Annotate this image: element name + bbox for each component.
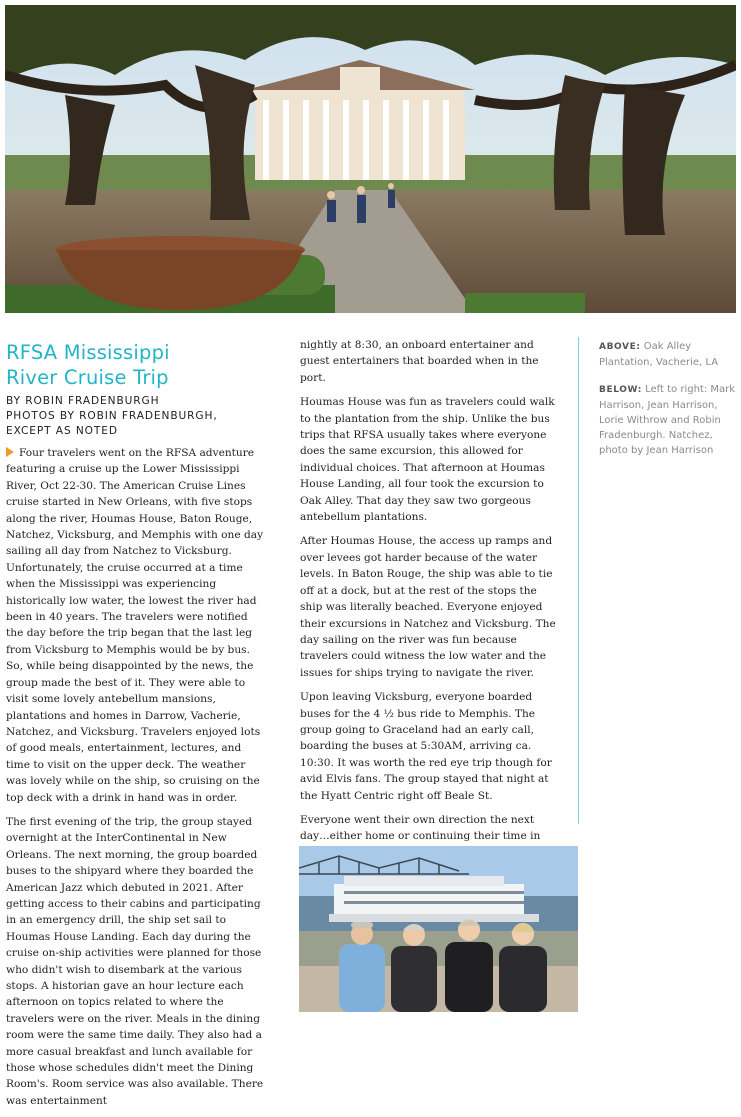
caption-below-label: BELOW:: [599, 385, 642, 395]
article-title: [6, 340, 265, 390]
paragraph: nightly at 8:30, an onboard entertainer and guest entertainers that boarded when in the port.: [300, 339, 539, 384]
article-title-line-2: River Cruise Trip: [6, 366, 169, 389]
caption-below-text: Left to right: Mark Harrison, Jean Harrison, Lorie Withrow and Robin Fradenburgh. Natchez, photo by Jean Harrison: [599, 384, 736, 456]
column-divider: [578, 337, 579, 824]
paragraph: Four travelers went on the RFSA adventure featuring a cruise up the Lower Mississippi River, Oct 22-30. The American Cruise Lines cruise started in New Orleans, with five stops along the river, Houmas House, Baton Rouge, Natchez, Vicksburg, and Memphis with one day sailing all day from Natchez to Vicksburg. Unfortunately, the cruise occurred at a time when the Mississippi was experiencing historically low water, the lowest the river had been in 40 years. The travelers were notified the day before the trip began that the last leg from Vicksburg to Memphis would be by bus. So, while being disappointed by the news, the group made the best of it. They were able to visit some lovely antebellum mansions, plantations and homes in Darrow, Vacherie, Natchez, and Vicksburg. Travelers enjoyed lots of good meals, entertainment, lectures, and time to visit on the upper deck. The weather was lovely while on the ship, so cruising on the top deck with a drink in hand was in order.: [6, 447, 264, 804]
captions-column: [599, 339, 739, 470]
paragraph: Houmas House was fun as travelers could walk to the plantation from the ship. Unlike the bus trips that RFSA usually takes where everyone does the same excursion, this allowed for individual choices. That afternoon at Houmas House Landing, all four took the excursion to Oak Alley. That day they saw two gorgeous antebellum plantations.: [300, 396, 555, 524]
photo-credit-line-2: EXCEPT AS NOTED: [6, 425, 118, 437]
oak-alley-illustration: [5, 5, 736, 313]
article-title-line-1: RFSA Mississippi: [6, 341, 170, 364]
caption-below: [599, 382, 739, 458]
hero-photo-oak-alley: [5, 5, 736, 313]
photo-credit-line-1: PHOTOS BY ROBIN FRADENBURGH,: [6, 410, 218, 422]
paragraph: Upon leaving Vicksburg, everyone boarded buses for the 4 ½ bus ride to Memphis. The group going to Graceland had an early call, boarding the buses at 5:30AM, arriving ca. 10:30. It was worth the red eye trip though for avid Elvis fans. The group stayed that night at the Hyatt Centric right off Beale St.: [300, 691, 552, 802]
play-arrow-icon: [6, 447, 14, 457]
caption-above-label: ABOVE:: [599, 342, 641, 352]
paragraph: The first evening of the trip, the group stayed overnight at the InterContinental in New Orleans. The next morning, the group boarded buses to the shipyard where they boarded the American Jazz which debuted in 2021. After getting access to their cabins and participating in an emergency drill, the ship set sail to Houmas House Landing. Each day during the cruise on-ship activities were planned for those who didn't wish to disembark at the various stops. A historian gave an hour lecture each afternoon on topics related to where the travelers were on the river. Meals in the dining room were the same time daily. They also had a more casual breakfast and lunch available for those whose schedules didn't meet the Dining Room's. Room service was also available. There was entertainment: [6, 815, 264, 1107]
caption-above: [599, 339, 739, 370]
article-byline: [6, 394, 265, 439]
group-photo-illustration: [299, 846, 578, 1012]
paragraph: After Houmas House, the access up ramps and over levees got harder because of the water levels. In Baton Rouge, the ship was able to tie off at a dock, but at the rest of the stops the ship was literally beached. Everyone enjoyed their excursions in Natchez and Vicksburg. The day sailing on the river was fun because travelers could witness the low water and the issues for ships trying to navigate the river.: [300, 535, 556, 679]
byline-author: BY ROBIN FRADENBURGH: [6, 395, 160, 407]
group-photo-natchez: [299, 846, 578, 1012]
caption-above-text: Oak Alley Plantation, Vacherie, LA: [599, 341, 719, 368]
article-column-1: [6, 340, 265, 1117]
paragraph: Everyone went their own direction the next day…either home or continuing their time in: [300, 813, 541, 843]
